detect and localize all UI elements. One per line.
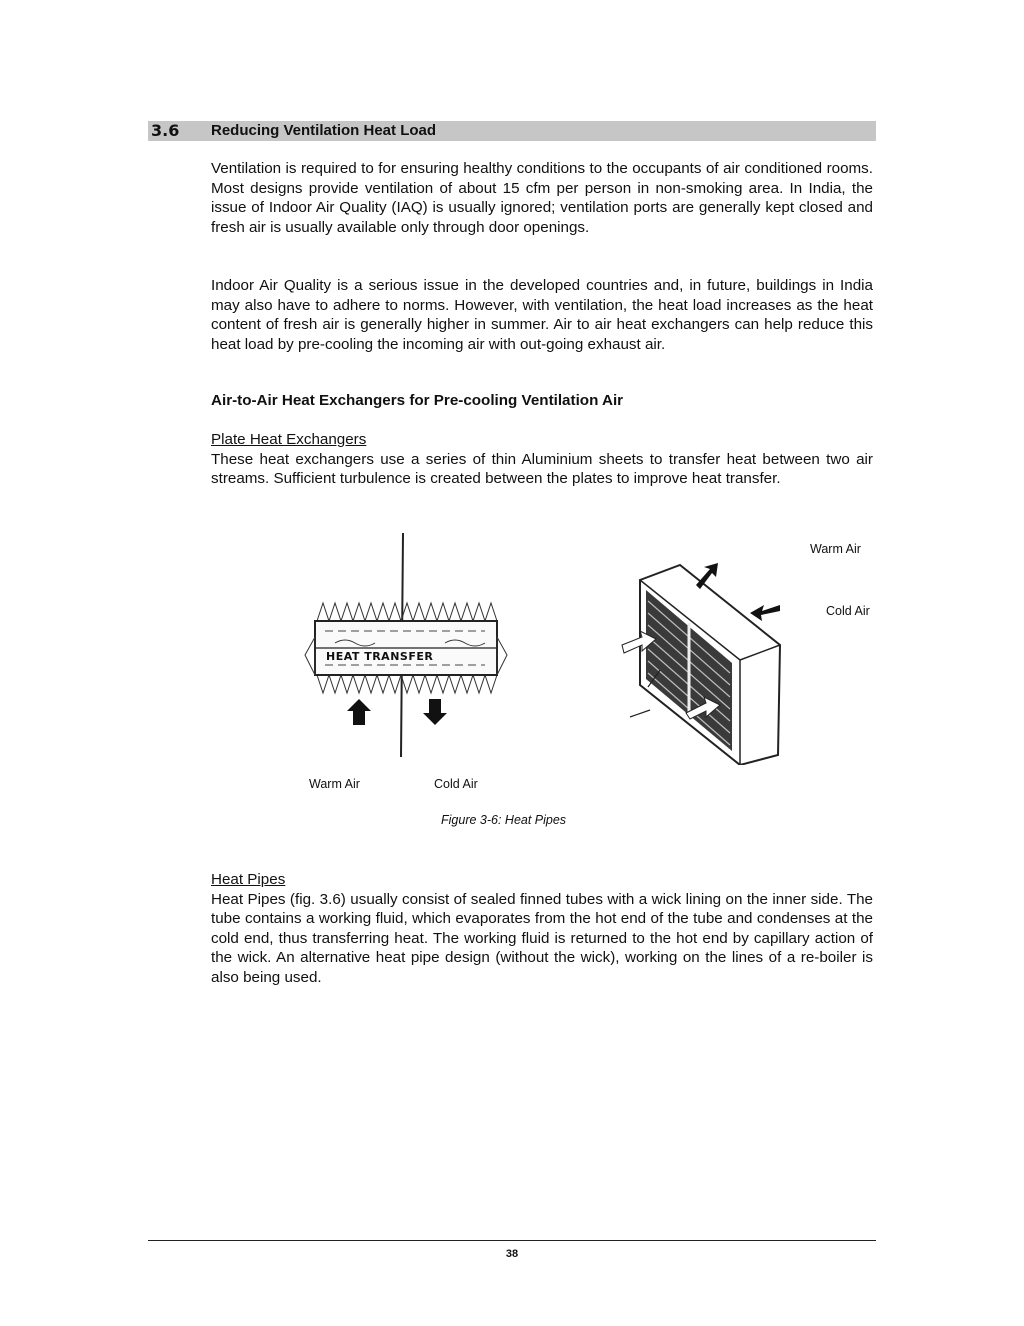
right-warm-air-label: Warm Air — [810, 542, 861, 556]
figure-caption: Figure 3-6: Heat Pipes — [441, 813, 567, 827]
paragraph-ventilation: Ventilation is required to for ensuring healthy conditions to the occupants of air conditioned rooms. Most designs provide ventilation of about 15 cfm per person in non-smoking area. In India, the issue of Indoor Air Quality (IAQ) is usually ignored; ventilation ports are generally kept closed and fresh air is usually available only through door openings. — [211, 160, 873, 236]
heat-pipes-title: Heat Pipes — [211, 871, 286, 888]
section-number: 3.6 — [151, 121, 180, 140]
page-number: 38 — [505, 1248, 519, 1260]
plate-exchanger-diagram — [295, 525, 515, 765]
right-cold-air-label: Cold Air — [826, 604, 870, 618]
heat-transfer-label: HEAT TRANSFER — [326, 650, 434, 663]
heat-pipes-text: Heat Pipes (fig. 3.6) usually consist of sealed finned tubes with a wick lining on the inner side. The tube contains a working fluid, which evaporates from the hot end of the tube and condenses at the cold end, thus transferring heat. The working fluid is returned to the hot end by capillary action of the wick. An alternative heat pipe design (without the wick), working on the lines of a re-boiler is also being used. — [211, 890, 873, 986]
footer-rule — [148, 1240, 876, 1241]
heat-pipe-diagram — [620, 555, 790, 765]
plate-heat-exchangers-text: These heat exchangers use a series of thin Aluminium sheets to transfer heat between two air streams. Sufficient turbulence is created between the plates to improve heat transfer. — [211, 450, 873, 487]
left-cold-air-label: Cold Air — [434, 777, 478, 791]
section-title: Reducing Ventilation Heat Load — [211, 122, 437, 139]
heat-pipes-block — [211, 870, 873, 987]
paragraph-indoor-air-quality: Indoor Air Quality is a serious issue in the developed countries and, in future, buildings in India may also have to adhere to norms. However, with ventilation, the heat load increases as the heat content of fresh air is generally higher in summer. Air to air heat exchangers can help reduce this heat load by pre-cooling the incoming air with out-going exhaust air. — [211, 277, 873, 353]
subheading-air-to-air: Air-to-Air Heat Exchangers for Pre-cooling Ventilation Air — [211, 392, 624, 409]
plate-heat-exchangers-title: Plate Heat Exchangers — [211, 431, 367, 448]
left-warm-air-label: Warm Air — [309, 777, 360, 791]
plate-heat-exchangers-block — [211, 430, 873, 489]
